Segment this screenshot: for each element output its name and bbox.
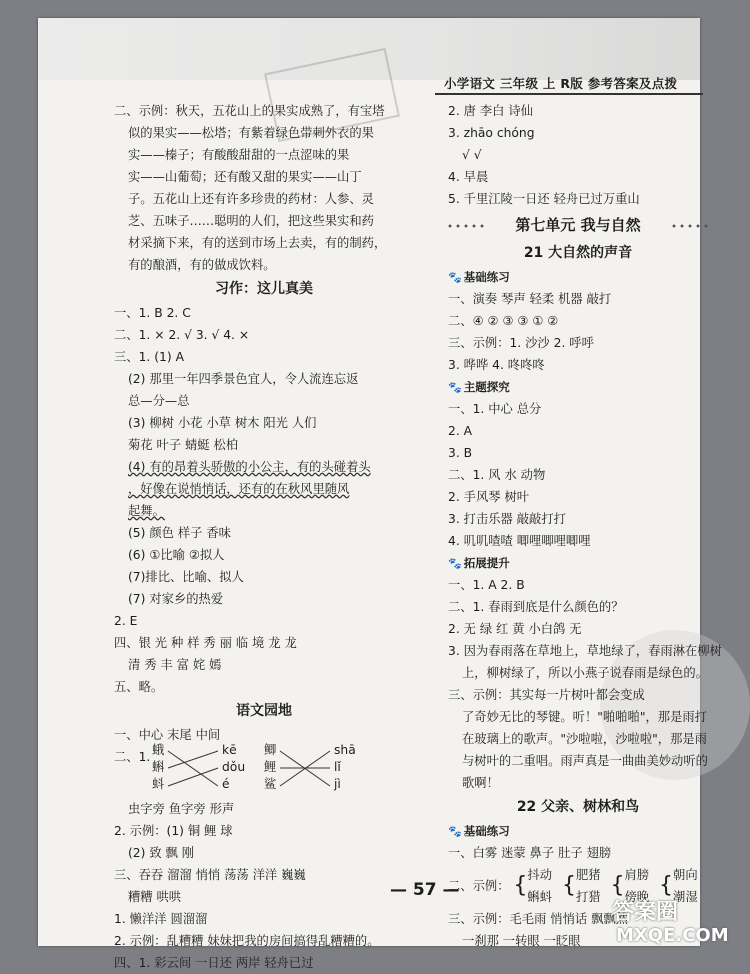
pinyin-label: 二、1. [114, 750, 151, 764]
text-line: 3. zhāo chóng [448, 126, 535, 140]
text-line: 子。五花山上还有许多珍贵的药材：人参、灵 [128, 192, 374, 206]
text-line: 2. 示例：(1) 铜 鲤 球 [114, 824, 233, 838]
text-line: 3. 因为春雨落在草地上，草地绿了，春雨淋在柳树 [448, 644, 722, 658]
text-line: 二、④ ② ③ ③ ① ② [448, 314, 559, 328]
left-block-c [114, 522, 414, 698]
text-line: 4. 早晨 [448, 170, 489, 184]
text-line: 五、略。 [114, 680, 164, 694]
sub-basic-2: 🐾 基础练习 [448, 824, 510, 838]
text-line: 在玻璃上的歌声。"沙啦啦，沙啦啦"，那是雨 [462, 732, 707, 746]
matching-lines [114, 746, 414, 798]
text-line: 三、示例：1. 沙沙 2. 呼呼 [448, 336, 594, 350]
underlined-line: 起舞。 [128, 504, 165, 518]
page-number: — 57 — [390, 880, 460, 900]
unit-title [448, 210, 708, 240]
text-line: 一、1. B 2. C [114, 306, 191, 320]
text-line: 三、示例：毛毛雨 悄悄话 飘飘然 [448, 912, 628, 926]
watermark-text: 答案圈 [612, 900, 679, 925]
text-line: √ √ [462, 148, 482, 162]
stack-item: 蝌蚪 [527, 890, 553, 904]
text-line: 与树叶的二重唱。雨声真是一曲曲美妙动听的 [462, 754, 708, 768]
text-line: 4. 叽叽喳喳 唧哩唧哩唧哩 [448, 534, 591, 548]
paw-icon: 🐾 [448, 271, 462, 284]
text-line: 实——山葡萄；还有酸又甜的果实——山丁 [128, 170, 362, 184]
underlined-line: (4) 有的昂着头骄傲的小公主，有的头碰着头 [128, 460, 371, 474]
text-line: 1. 懒洋洋 圆溜溜 [114, 912, 208, 926]
stack-item: lǐ [334, 760, 341, 774]
text-line: 似的果实——松塔；有紫着绿色带刺外衣的果 [128, 126, 374, 140]
left-block-b [114, 302, 414, 456]
stack-item: dǒu [222, 760, 246, 774]
stack-item: 鲤 [264, 760, 277, 774]
stack-item: kē [222, 743, 237, 757]
text-line: 一、中心 末尾 中间 [114, 728, 221, 742]
text-line: (7)排比、比喻、拟人 [128, 570, 244, 584]
page-header: 小学语文 三年级 上 R版 参考答案及点拨 [444, 76, 678, 91]
stack-item: 蝌 [152, 760, 165, 774]
text-line: 二、1. 风 水 动物 [448, 468, 546, 482]
text-line: 二、示例：秋天，五花山上的果实成熟了，有宝塔 [114, 104, 385, 118]
text-line: 菊花 叶子 蜻蜓 松柏 [128, 438, 239, 452]
brace-icon: { [610, 873, 625, 898]
text-line: 三、1. (1) A [114, 350, 184, 364]
text-line: (2) 致 飘 刚 [128, 846, 195, 860]
text-line: (2) 那里一年四季景色宜人，令人流连忘返 [128, 372, 359, 386]
text-line: 3. 打击乐器 敲敲打打 [448, 512, 566, 526]
text-line: 2. E [114, 614, 138, 628]
right-block-a [448, 100, 708, 210]
brace-icon: { [561, 873, 576, 898]
brace-icon: { [513, 873, 528, 898]
text-line: 歌啊！ [462, 776, 499, 790]
text-line: (7) 对家乡的热爱 [128, 592, 224, 606]
brace-col-2 [576, 864, 601, 908]
sub-extend: 🐾 拓展提升 [448, 556, 510, 570]
stack-item: 打猎 [575, 890, 601, 904]
paw-icon: 🐾 [448, 825, 462, 838]
stack-item: 肥猪 [575, 868, 601, 882]
text-line: 三、吞吞 溜溜 悄悄 荡荡 洋洋 巍巍 [114, 868, 306, 882]
text-line: 糟糟 哄哄 [128, 890, 182, 904]
stack-item: 潮湿 [673, 890, 698, 904]
text-line: 二、1. × 2. √ 3. √ 4. × [114, 328, 250, 342]
stack-item: é [222, 777, 230, 791]
paw-icon: 🐾 [448, 381, 462, 394]
text-line: 虫字旁 鱼字旁 形声 [128, 802, 235, 816]
text-line: 三、示例：其实每一片树叶都会变成 [448, 688, 645, 702]
text-line: 2. A [448, 424, 473, 438]
left-block-e [114, 798, 414, 974]
brace-label: 二、示例： [448, 879, 510, 893]
text-line: 3. B [448, 446, 473, 460]
text-line: 总—分—总 [128, 394, 190, 408]
text-line: 上，柳树绿了，所以小燕子说春雨是绿色的。 [462, 666, 708, 680]
header-rule [435, 93, 703, 95]
text-line: 清 秀 丰 富 姹 嫣 [128, 658, 222, 672]
text-line: 实——榛子；有酸酸甜甜的一点涩味的果 [128, 148, 350, 162]
text-line: 3. 哗哗 4. 咚咚咚 [448, 358, 545, 372]
stack-item: 肩膀 [624, 868, 650, 882]
text-line: 芝、五味子……聪明的人们，把这些果实和药 [128, 214, 374, 228]
text-line: (3) 柳树 小花 小草 树木 阳光 人们 [128, 416, 317, 430]
text-line: 一、1. 中心 总分 [448, 402, 542, 416]
underlined-line: ，好像在说悄悄话，还有的在秋风里随风 [128, 482, 350, 496]
dots-left [446, 224, 486, 228]
unit-title-text: 第七单元 我与自然 [515, 216, 641, 234]
text-line: 四、银 光 种 样 秀 丽 临 境 龙 龙 [114, 636, 297, 650]
text-line: 四、1. 彩云间 一日还 两岸 轻舟已过 [114, 956, 314, 970]
text-line: 一、演奏 琴声 轻柔 机器 敲打 [448, 292, 612, 306]
stack-item: 鲨 [264, 777, 277, 791]
lesson-21-title: 21 大自然的声音 [523, 245, 633, 261]
text-line: 一刹那 一转眼 一眨眼 [462, 934, 581, 948]
stack-item: shā [334, 743, 356, 757]
text-line: 二、1. 春雨到底是什么颜色的？ [448, 600, 624, 614]
right-block-e [448, 842, 708, 864]
text-line: (6) ①比喻 ②拟人 [128, 548, 225, 562]
text-line: 2. 无 绿 红 黄 小白鸽 无 [448, 622, 582, 636]
dots-right [670, 224, 710, 228]
section-title-garden: 语文园地 [236, 703, 292, 719]
text-line: (5) 颜色 样子 香味 [128, 526, 231, 540]
text-line: 有的酿酒，有的做成饮料。 [128, 258, 276, 272]
right-block-d [448, 574, 722, 794]
brace-icon: { [659, 873, 674, 898]
text-line: 2. 手风琴 树叶 [448, 490, 530, 504]
lesson-22-title: 22 父亲、树林和鸟 [516, 799, 640, 815]
stack-item: 朝向 [673, 868, 698, 882]
text-line: 了奇妙无比的琴键。听！"啪啪啪"，那是雨打 [462, 710, 707, 724]
text-line: 5. 千里江陵一日还 轻舟已过万重山 [448, 192, 640, 206]
stack-item: 鲫 [264, 743, 277, 757]
stack-item: jì [334, 777, 341, 791]
text-line: 一、白雾 迷蒙 鼻子 肚子 翅膀 [448, 846, 612, 860]
right-block-b [448, 288, 708, 376]
text-line: 2. 示例：乱糟糟 妹妹把我的房间搞得乱糟糟的。 [114, 934, 380, 948]
sub-basic-1: 🐾 基础练习 [448, 270, 510, 284]
paw-icon: 🐾 [448, 557, 462, 570]
stack-item: 蛾 [152, 743, 165, 757]
section-title-writing: 习作：这儿真美 [215, 281, 313, 297]
stack-item: 抖动 [527, 868, 553, 882]
sub-explore: 🐾 主题探究 [448, 380, 510, 394]
pinyin-matching [114, 743, 414, 798]
text-line: 材采摘下来，有的送到市场上去卖，有的制药， [128, 236, 387, 250]
watermark-url: MXQE.COM [616, 925, 729, 946]
left-column [114, 100, 414, 974]
right-column [448, 100, 722, 952]
stack-item: 蚪 [152, 777, 165, 791]
brace-col-1 [527, 864, 552, 908]
right-block-c [448, 398, 708, 552]
text-line: 2. 唐 李白 诗仙 [448, 104, 533, 118]
text-line: 一、1. A 2. B [448, 578, 525, 592]
left-block-a [114, 100, 414, 276]
stack-item: 傍晚 [624, 890, 650, 904]
